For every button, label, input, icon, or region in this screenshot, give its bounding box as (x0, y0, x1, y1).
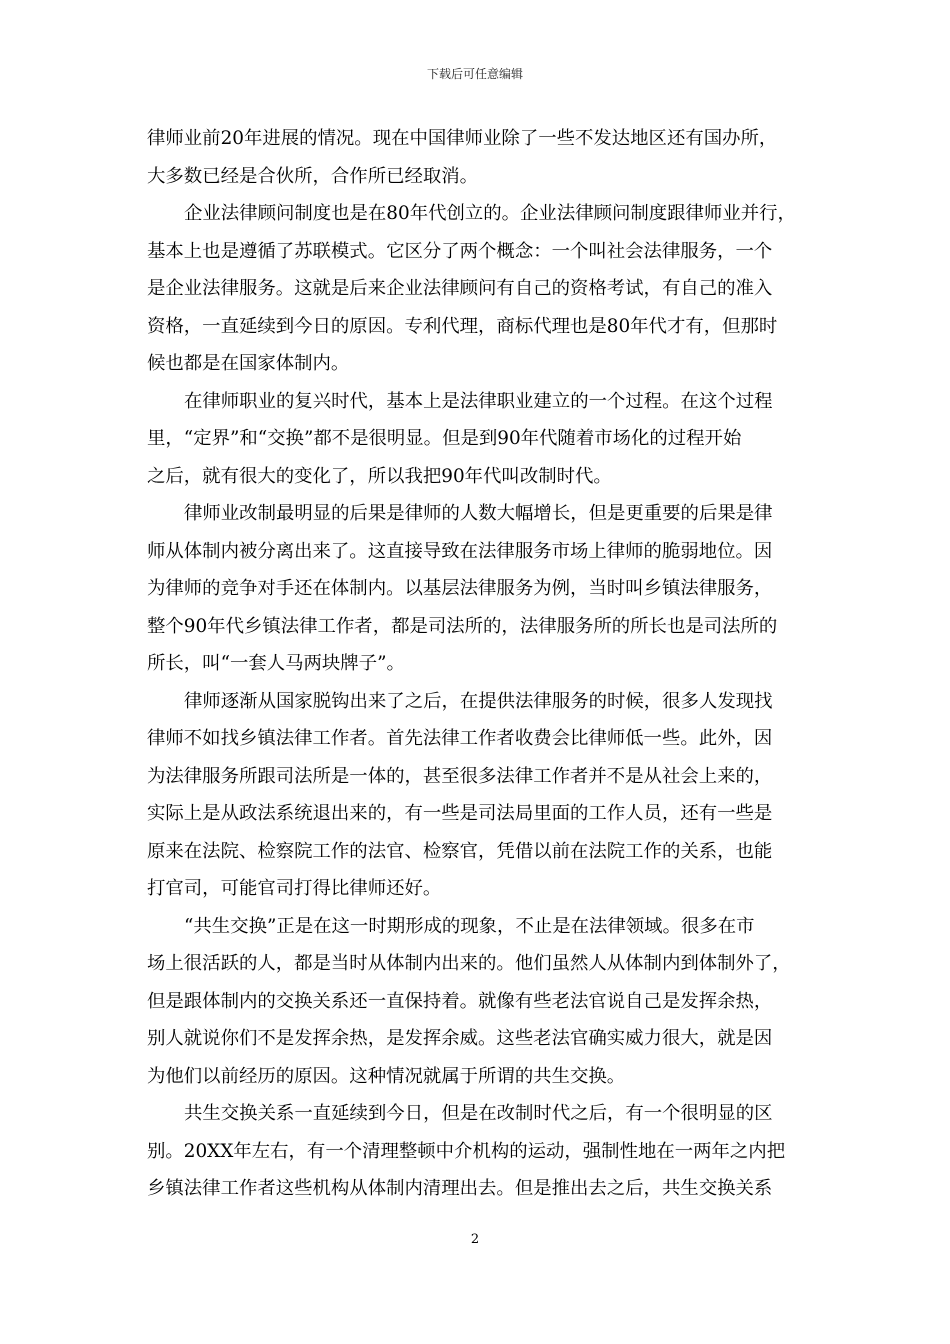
paragraph (147, 683, 813, 908)
text-line: 原来在法院、检察院工作的法官、检察官，凭借以前在法院工作的关系，也能 (147, 840, 773, 862)
text-line: 共生交换关系一直延续到今日，但是在改制时代之后，有一个很明显的区 (184, 1103, 773, 1124)
page-header: 下载后可任意编辑 (426, 67, 523, 81)
text-line: 在律师职业的复兴时代，基本上是法律职业建立的一个过程。在这个过程 (184, 390, 773, 412)
text-line: 企业法律顾问制度也是在80年代创立的。企业法律顾问制度跟律师业并行， (184, 203, 796, 224)
text-line: 资格，一直延续到今日的原因。专利代理，商标代理也是80年代才有，但那时 (147, 315, 778, 337)
text-line: 为法律服务所跟司法所是一体的，甚至很多法律工作者并不是从社会上来的， (147, 765, 773, 787)
text-line: 整个90年代乡镇法律工作者，都是司法所的，法律服务所的所长也是司法所的 (147, 615, 778, 637)
paragraph (147, 908, 813, 1096)
paragraph (147, 1095, 813, 1208)
text-line: 里，“定界”和“交换”都不是很明显。但是到90年代随着市场化的过程开始 (147, 428, 742, 449)
paragraph (147, 495, 813, 683)
text-line: 是企业法律服务。这就是后来企业法律顾问有自己的资格考试，有自己的准入 (147, 278, 773, 299)
text-line: 为律师的竞争对手还在体制内。以基层法律服务为例，当时叫乡镇法律服务， (147, 578, 773, 599)
text-line: 律师业前20年进展的情况。现在中国律师业除了一些不发达地区还有国办所， (147, 128, 778, 149)
page-number: 2 (470, 1232, 480, 1247)
text-line: 律师业改制最明显的后果是律师的人数大幅增长，但是更重要的后果是律 (184, 503, 773, 524)
text-line: 候也都是在国家体制内。 (147, 353, 350, 374)
text-line: 所长，叫“一套人马两块牌子”。 (147, 653, 405, 674)
document-body (147, 120, 813, 1208)
text-line: 律师不如找乡镇法律工作者。首先法律工作者收费会比律师低一些。此外，因 (147, 728, 773, 749)
text-line: 之后，就有很大的变化了，所以我把90年代叫改制时代。 (147, 465, 612, 487)
text-line: “共生交换”正是在这一时期形成的现象，不止是在法律领域。很多在市 (184, 915, 755, 937)
text-line: 师从体制内被分离出来了。这直接导致在法律服务市场上律师的脆弱地位。因 (147, 540, 773, 562)
text-line: 别人就说你们不是发挥余热，是发挥余威。这些老法官确实威力很大，就是因 (147, 1028, 773, 1049)
text-line: 律师逐渐从国家脱钩出来了之后，在提供法律服务的时候，很多人发现找 (184, 690, 773, 712)
text-line: 基本上也是遵循了苏联模式。它区分了两个概念：一个叫社会法律服务，一个 (147, 240, 773, 262)
text-line: 大多数已经是合伙所，合作所已经取消。 (147, 165, 479, 187)
text-line: 乡镇法律工作者这些机构从体制内清理出去。但是推出去之后，共生交换关系 (147, 1178, 773, 1199)
paragraph (147, 383, 813, 496)
text-line: 但是跟体制内的交换关系还一直保持着。就像有些老法官说自己是发挥余热， (147, 990, 773, 1012)
text-line: 实际上是从政法系统退出来的，有一些是司法局里面的工作人员，还有一些是 (147, 803, 773, 824)
text-line: 场上很活跃的人，都是当时从体制内出来的。他们虽然人从体制内到体制外了， (147, 953, 791, 974)
text-line: 为他们以前经历的原因。这种情况就属于所谓的共生交换。 (147, 1065, 626, 1087)
text-line: 别。20XX年左右，有一个清理整顿中介机构的运动，强制性地在一两年之内把 (147, 1140, 786, 1162)
text-line: 打官司，可能官司打得比律师还好。 (147, 878, 442, 899)
paragraph (147, 120, 813, 195)
paragraph (147, 195, 813, 383)
